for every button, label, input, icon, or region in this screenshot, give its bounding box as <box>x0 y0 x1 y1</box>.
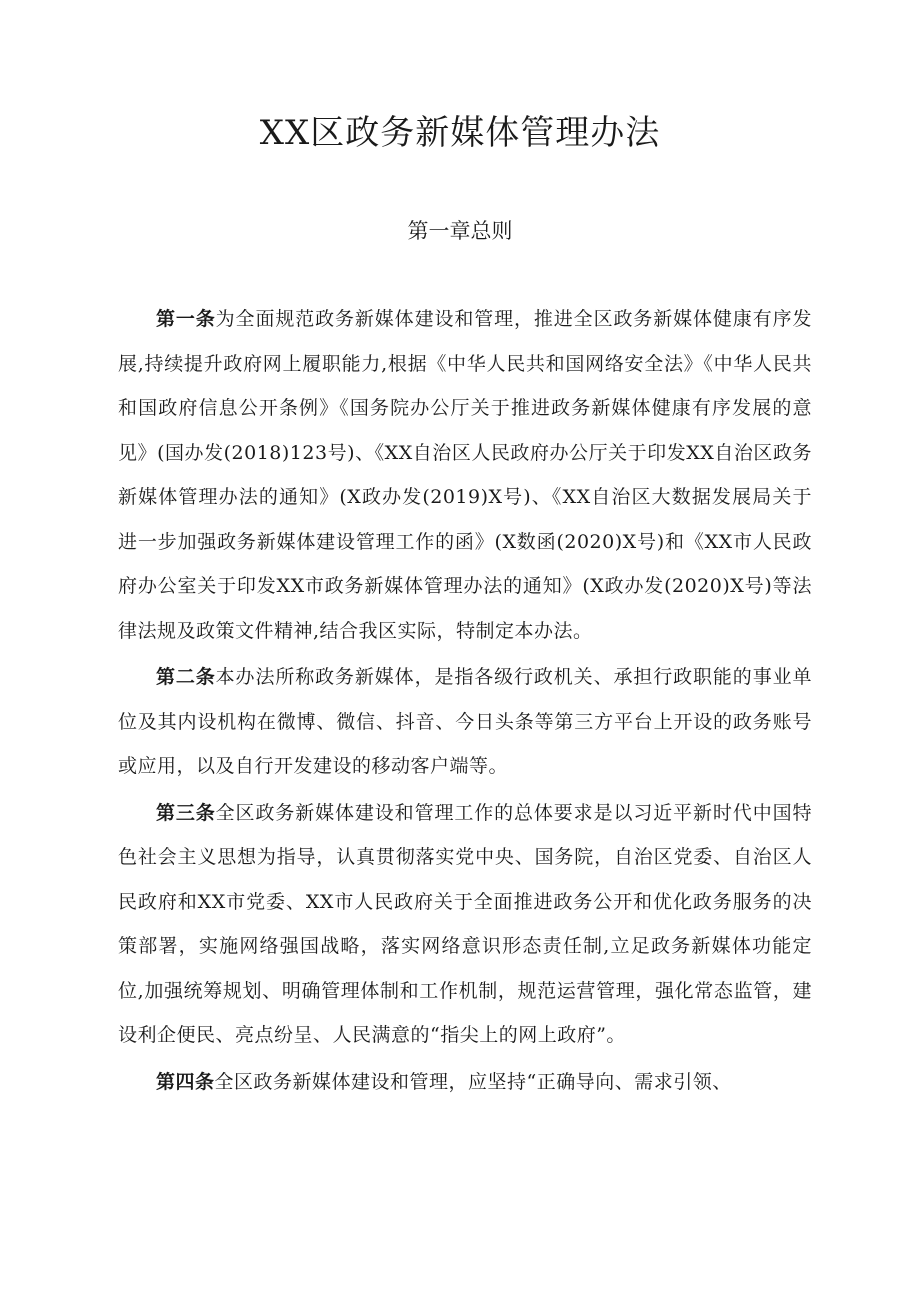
article-2 <box>118 655 812 789</box>
document-title: XX区政务新媒体管理办法 <box>259 113 661 153</box>
article-4 <box>118 1060 812 1105</box>
article-1 <box>118 297 812 653</box>
article-text: 为全面规范政务新媒体建设和管理，推进全区政务新媒体健康有序发展,持续提升政府网上履职能力,根据《中华人民共和国网络安全法》《中华人民共和国政府信息公开条例》《国务院办公厅关于推进政务新媒体健康有序发展的意见》(国办发(2018)123号)、《XX自治区人民政府办公厅关于印发XX自治区政务新媒体管理办法的通知》(X政办发(2019)X号)、《XX自治区大数据发展局关于进一步加强政务新媒体建设管理工作的函》(X数函(2020)X号)和《XX市人民政府办公室关于印发XX市政务新媒体管理办法的通知》(X政办发(2020)X号)等法律法规及政策文件精神,结合我区实际，特制定本办法。 <box>118 308 812 642</box>
article-3 <box>118 791 812 1058</box>
article-number: 第四条 <box>156 1070 215 1093</box>
article-text: 全区政务新媒体建设和管理，应坚持“正确导向、需求引领、 <box>214 1070 732 1093</box>
article-number: 第一条 <box>156 308 216 330</box>
article-text: 本办法所称政务新媒体，是指各级行政机关、承担行政职能的事业单位及其内设机构在微博、微信、抖音、今日头条等第三方平台上开设的政务账号或应用，以及自行开发建设的移动客户端等。 <box>118 666 812 777</box>
article-number: 第三条 <box>156 801 216 824</box>
document-body <box>118 297 812 1106</box>
article-text: 全区政务新媒体建设和管理工作的总体要求是以习近平新时代中国特色社会主义思想为指导，认真贯彻落实党中央、国务院，自治区党委、自治区人民政府和XX市党委、XX市人民政府关于全面推进政务公开和优化政务服务的决策部署，实施网络强国战略，落实网络意识形态责任制,立足政务新媒体功能定位,加强统筹规划、明确管理体制和工作机制，规范运营管理，强化常态监管，建设利企便民、亮点纷呈、人民满意的“指尖上的网上政府”。 <box>118 801 812 1046</box>
article-number: 第二条 <box>156 666 216 688</box>
chapter-heading: 第一章总则 <box>407 219 513 243</box>
